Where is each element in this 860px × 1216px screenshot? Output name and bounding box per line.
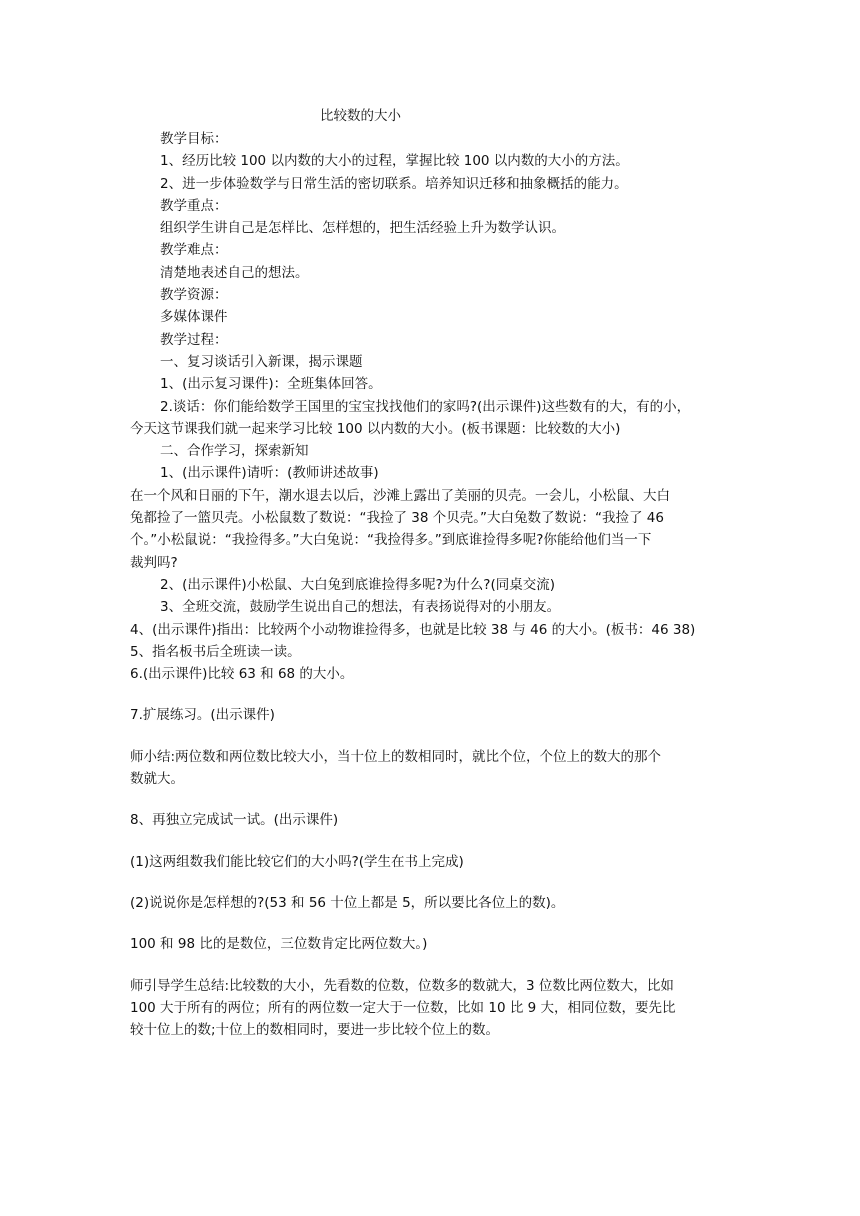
process-step: 2.谈话：你们能给数学王国里的宝宝找找他们的家吗?(出示课件)这些数有的大，有的小， <box>160 398 691 415</box>
section-heading: 二、合作学习，探索新知 <box>160 443 309 460</box>
final-summary-line: 师引导学生总结:比较数的大小，先看数的位数，位数多的数就大，3 位数比两位数大，比如 <box>130 977 674 994</box>
difficulty-heading: 教学难点： <box>160 242 228 259</box>
resources-heading: 教学资源： <box>160 287 228 304</box>
story-paragraph-line: 个。”小松鼠说：“我捡得多。”大白兔说：“我捡得多。”到底谁捡得多呢?你能给他们当一下 <box>130 532 652 549</box>
process-step: 7.扩展练习。(出示课件) <box>130 707 275 724</box>
difficulty-text: 清楚地表述自己的想法。 <box>160 264 309 281</box>
process-step: 5、指名板书后全班读一读。 <box>130 643 301 660</box>
exercise-question: (2)说说你是怎样想的?(53 和 56 十位上都是 5，所以要比各位上的数)。 <box>130 894 565 911</box>
story-paragraph-line: 在一个风和日丽的下午，潮水退去以后，沙滩上露出了美丽的贝壳。一会儿，小松鼠、大白 <box>130 487 670 504</box>
objective-item: 1、经历比较 100 以内数的大小的过程，掌握比较 100 以内数的大小的方法。 <box>160 153 629 170</box>
process-step: 6.(出示课件)比较 63 和 68 的大小。 <box>130 666 354 683</box>
teacher-summary-line: 数就大。 <box>130 771 184 788</box>
process-step: 2、(出示课件)小松鼠、大白兔到底谁捡得多呢?为什么?(同桌交流) <box>160 576 555 593</box>
exercise-question: (1)这两组数我们能比较它们的大小吗?(学生在书上完成) <box>130 853 464 870</box>
process-step: 3、全班交流，鼓励学生说出自己的想法，有表扬说得对的小朋友。 <box>160 599 561 616</box>
process-step-continued: 今天这节课我们就一起来学习比较 100 以内数的大小。(板书课题：比较数的大小) <box>130 420 621 437</box>
process-step: 1、(出示复习课件)：全班集体回答。 <box>160 376 382 393</box>
teacher-summary-line: 师小结:两位数和两位数比较大小，当十位上的数相同时，就比个位，个位上的数大的那个 <box>130 748 662 765</box>
key-points-text: 组织学生讲自己是怎样比、怎样想的，把生活经验上升为数学认识。 <box>160 220 565 237</box>
objective-item: 2、进一步体验数学与日常生活的密切联系。培养知识迁移和抽象概括的能力。 <box>160 175 628 192</box>
page-title: 比较数的大小 <box>320 108 401 124</box>
exercise-note: 100 和 98 比的是数位，三位数肯定比两位数大。) <box>130 936 428 953</box>
story-paragraph-line: 裁判吗? <box>130 554 178 571</box>
process-heading: 教学过程： <box>160 331 228 348</box>
process-step: 4、(出示课件)指出：比较两个小动物谁捡得多，也就是比较 38 与 46 的大小。(板书：46 38) <box>130 621 696 638</box>
resources-text: 多媒体课件 <box>160 309 228 326</box>
objectives-heading: 教学目标： <box>160 131 228 147</box>
process-step: 8、再独立完成试一试。(出示课件) <box>130 812 339 829</box>
final-summary-line: 100 大于所有的两位；所有的两位数一定大于一位数，比如 10 比 9 大，相同位数，要先比 <box>130 999 676 1016</box>
key-points-heading: 教学重点： <box>160 197 228 214</box>
section-heading: 一、复习谈话引入新课，揭示课题 <box>160 353 363 370</box>
process-step: 1、(出示课件)请听：(教师讲述故事) <box>160 465 379 482</box>
story-paragraph-line: 兔都捡了一篮贝壳。小松鼠数了数说：“我捡了 38 个贝壳。”大白兔数了数说：“我捡了 46 <box>130 510 664 527</box>
lesson-plan-page <box>130 104 732 1041</box>
final-summary-line: 较十位上的数;十位上的数相同时，要进一步比较个位上的数。 <box>130 1022 500 1039</box>
